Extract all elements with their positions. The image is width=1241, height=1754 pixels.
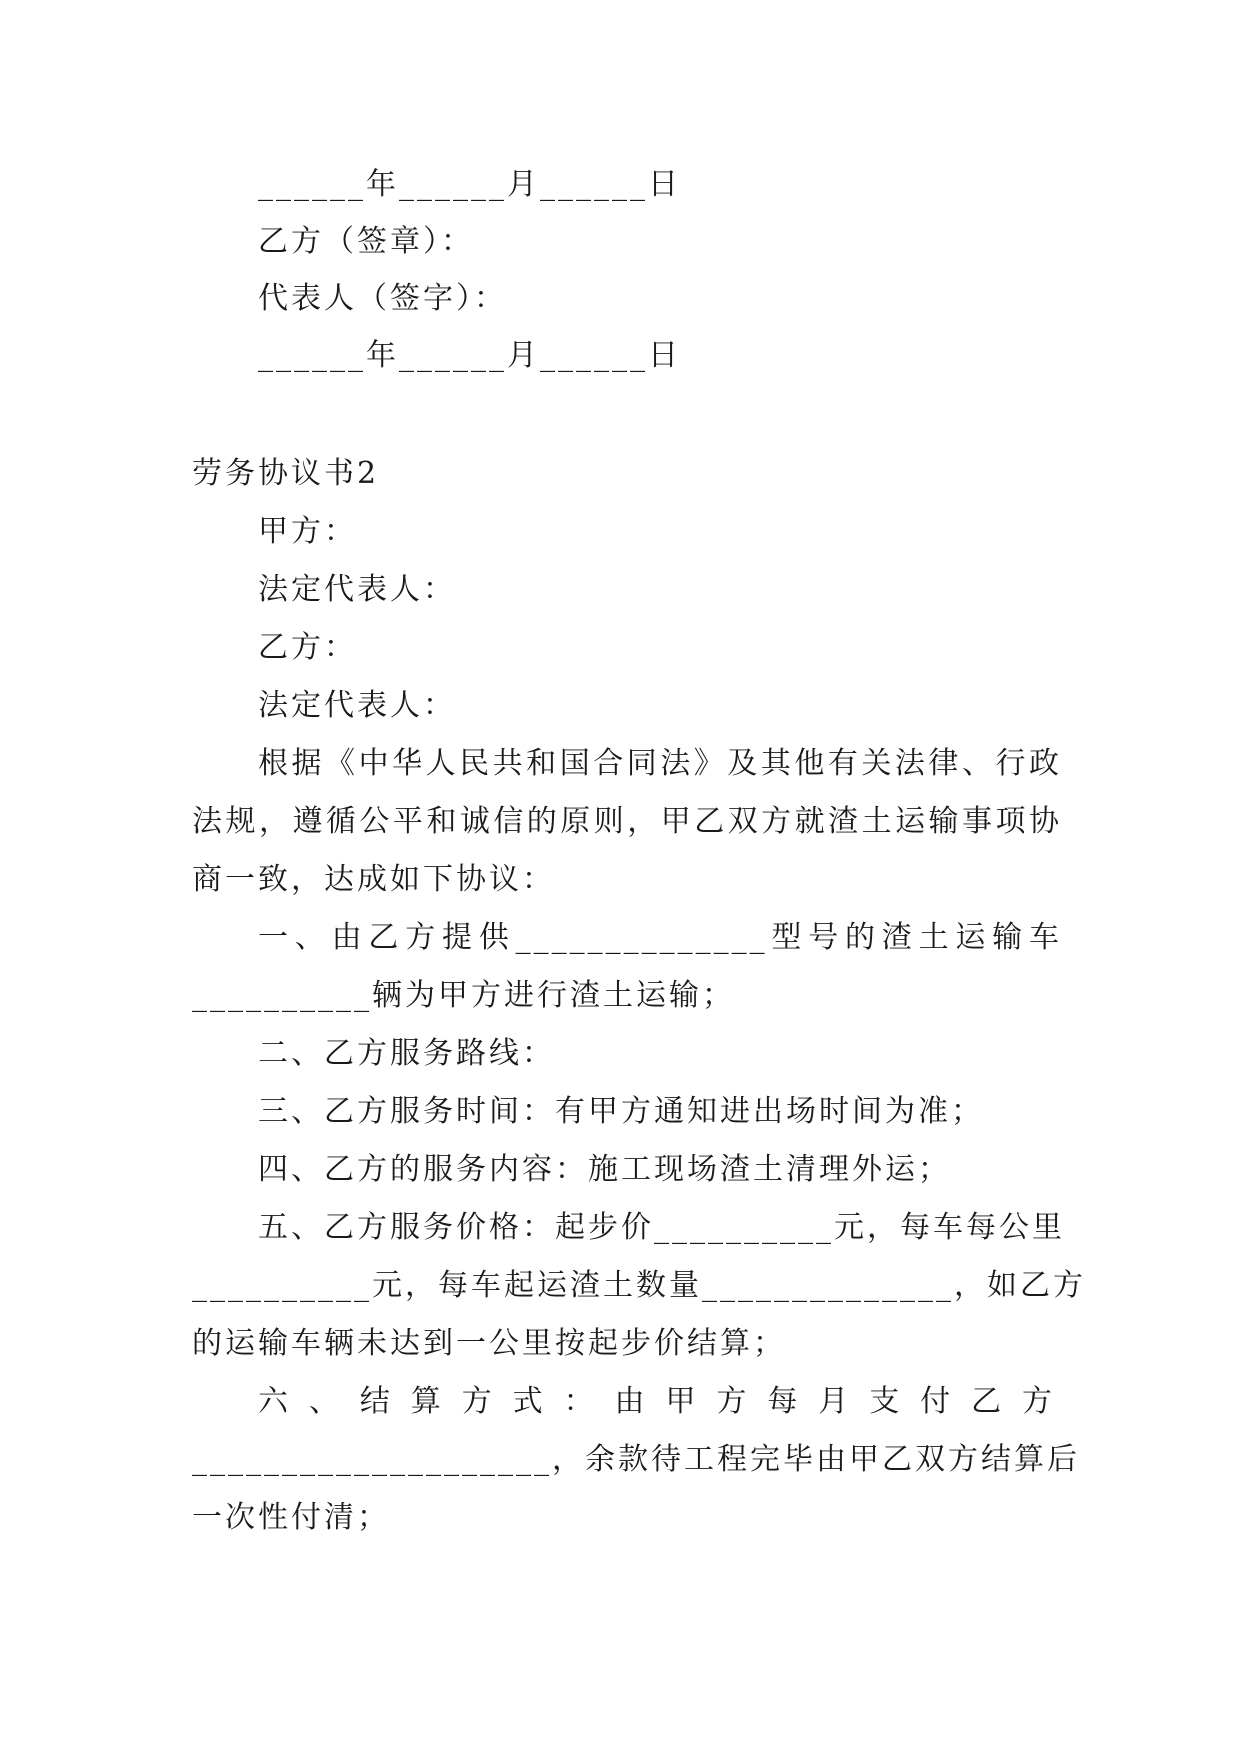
clause-3-line: 三、乙方服务时间：有甲方通知进出场时间为准； (258, 1094, 984, 1129)
preamble-line-3: 商一致，达成如下协议： (192, 862, 555, 897)
preamble-line-1: 根据《中华人民共和国合同法》及其他有关法律、行政 (258, 746, 1062, 781)
party-b-line: 乙方： (258, 630, 357, 665)
preamble-line-2: 法规，遵循公平和诚信的原则，甲乙双方就渣土运输事项协 (192, 804, 1062, 839)
party-b-seal-line: 乙方（签章）： (258, 224, 474, 259)
clause-5-line-1: 五、乙方服务价格：起步价__________元，每车每公里 (258, 1210, 1065, 1245)
clause-1-line-2: __________辆为甲方进行渣土运输； (192, 978, 735, 1013)
date-line-1: ______年______月______日 (258, 167, 681, 202)
date-line-2: ______年______月______日 (258, 338, 681, 373)
clause-1-line-1: 一、由乙方提供______________型号的渣土运输车 (258, 920, 1062, 955)
clause-6-line-1: 六、结算方式：由甲方每月支付乙方 (258, 1384, 1062, 1419)
representative-sign-line: 代表人（签字）： (258, 281, 507, 316)
clause-6-line-3: 一次性付清； (192, 1500, 390, 1535)
clause-4-line: 四、乙方的服务内容：施工现场渣土清理外运； (258, 1152, 951, 1187)
clause-6-line-2: ____________________，余款待工程完毕由甲乙双方结算后 (192, 1442, 1080, 1477)
party-b-representative-line: 法定代表人： (258, 688, 456, 723)
party-a-representative-line: 法定代表人： (258, 572, 456, 607)
document-title: 劳务协议书2 (192, 456, 380, 491)
clause-2-line: 二、乙方服务路线： (258, 1036, 555, 1071)
clause-5-line-3: 的运输车辆未达到一公里按起步价结算； (192, 1326, 786, 1361)
party-a-line: 甲方： (258, 514, 357, 549)
clause-5-line-2: __________元，每车起运渣土数量______________，如乙方 (192, 1268, 1086, 1303)
